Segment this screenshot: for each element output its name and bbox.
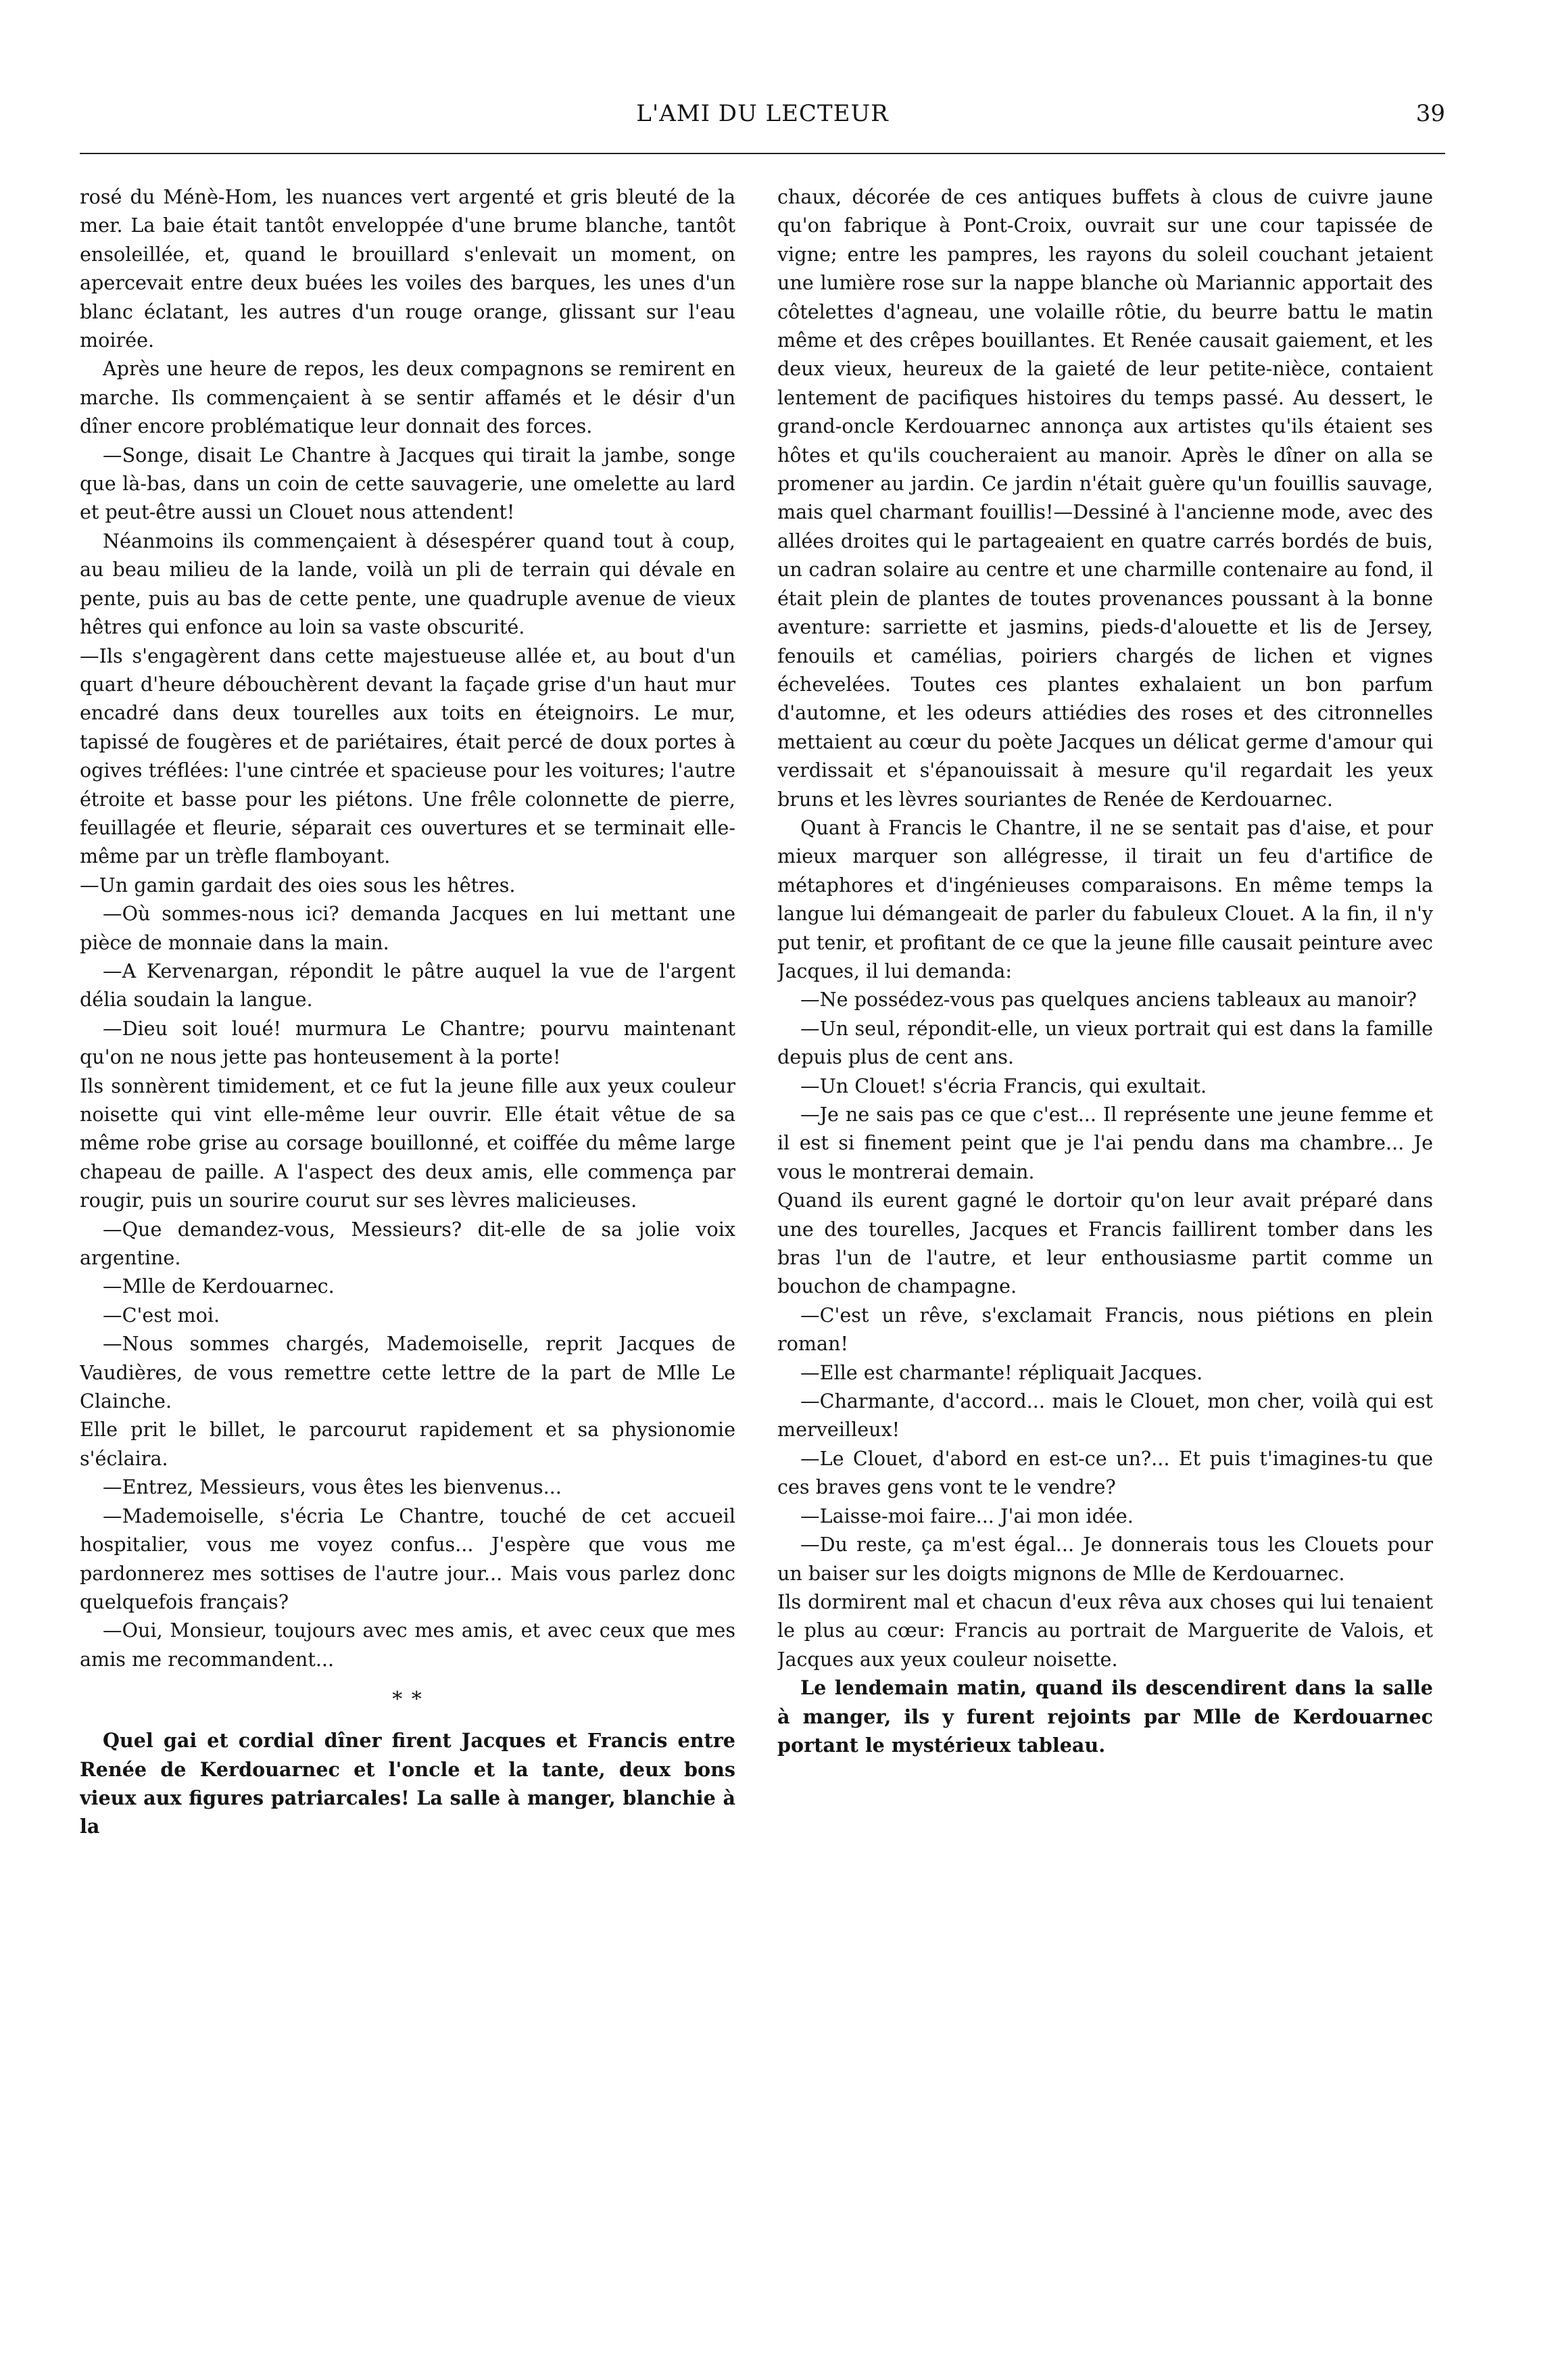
paragraph: —Un gamin gardait des oies sous les hêtres. [80, 873, 516, 897]
paragraph: —C'est moi. [103, 1303, 220, 1327]
paragraph: —Songe, disait Le Chantre à Jacques qui tirait la jambe, songe que là-bas, dans un coin de cette sauvagerie, une omelette au lard et peut-être aussi un Clouet nous attendent! [80, 443, 735, 524]
paragraph: Après une heure de repos, les deux compagnons se remirent en marche. Ils commençaient à se sentir affamés et le désir d'un dîner encore problématique leur donnait des forces. [80, 357, 735, 438]
paragraph: Le lendemain matin, quand ils descendirent dans la salle à manger, ils y furent rejoints par Mlle de Kerdouarnec portant le mystérieux tableau. [777, 1676, 1433, 1757]
paragraph: Elle prit le billet, le parcourut rapidement et sa physionomie s'éclaira. [80, 1418, 735, 1470]
paragraph: —Oui, Monsieur, toujours avec mes amis, et avec ceux que mes amis me recommandent... [80, 1619, 735, 1671]
paragraph: Néanmoins ils commençaient à désespérer quand tout à coup, au beau milieu de la lande, voilà un pli de terrain qui dévale en pente, puis au bas de cette pente, une quadruple avenue de vieux hêtres qui enfonce au loin sa vaste obscurité. [80, 529, 735, 639]
paragraph: —C'est un rêve, s'exclamait Francis, nous piétions en plein roman! [777, 1303, 1433, 1356]
header-rule [80, 153, 1445, 154]
paragraph: Ils dormirent mal et chacun d'eux rêva aux choses qui lui tenaient le plus au cœur: Francis au portrait de Marguerite de Valois, et Jacques aux yeux couleur noisette. [777, 1590, 1433, 1671]
paragraph: —Le Clouet, d'abord en est-ce un?... Et puis t'imagines-tu que ces braves gens vont te le vendre? [777, 1446, 1433, 1499]
paragraph: chaux, décorée de ces antiques buffets à clous de cuivre jaune qu'on fabrique à Pont-Croix, ouvrait sur une cour tapissée de vigne; entre les pampres, les rayons du soleil couchant jetaient une lumière rose sur la nappe blanche où Mariannic apportait des côtelettes d'agneau, une volaille rôtie, du beurre battu le matin même et des crêpes bouillantes. Et Renée causait gaiement, et les deux vieux, heureux de la gaieté de leur petite-nièce, contaient lentement de pacifiques histoires du temps passé. Au dessert, le grand-oncle Kerdouarnec annonça aux artistes qu'ils étaient ses hôtes et qu'ils coucheraient au manoir. Après le dîner on alla se promener au jardin. Ce jardin n'était guère qu'un fouillis sauvage, mais quel charmant fouillis!—Dessiné à l'ancienne mode, avec des allées droites qui le partageaient en quatre carrés bordés de buis, un cadran solaire au centre et une charmille contenaire au fond, il était plein de plantes de toutes provenances poussant à la bonne aventure: sarriette et jasmins, pieds-d'alouette et lis de Jersey, fenouils et camélias, poiriers chargés de lichen et vignes échevelées. Toutes ces plantes exhalaient un bon parfum d'automne, et les odeurs attiédies des roses et des citronnelles mettaient au cœur du poète Jacques un délicat germe d'amour qui verdissait et s'épanouissait à mesure qu'il regardait les yeux bruns et les lèvres souriantes de Renée de Kerdouarnec. [777, 185, 1433, 811]
paragraph: Ils sonnèrent timidement, et ce fut la jeune fille aux yeux couleur noisette qui vint elle-même leur ouvrir. Elle était vêtue de sa même robe grise au corsage bouillonné, et coiffée du même large chapeau de paille. A l'aspect des deux amis, elle commença par rougir, puis un sourire courut sur ses lèvres malicieuses. [80, 1074, 735, 1212]
paragraph: Quel gai et cordial dîner firent Jacques et Francis entre Renée de Kerdouarnec et l'oncle et la tante, deux bons vieux aux figures patriarcales! La salle à manger, blanchie à la [80, 1729, 735, 1838]
paragraph: —Dieu soit loué! murmura Le Chantre; pourvu maintenant qu'on ne nous jette pas honteusement à la porte! [80, 1016, 735, 1069]
right-column [777, 183, 1433, 2312]
left-column [80, 183, 735, 2312]
paragraph: —Elle est charmante! répliquait Jacques. [800, 1360, 1203, 1384]
paragraph: —Entrez, Messieurs, vous êtes les bienvenus... [103, 1475, 562, 1499]
page-header [80, 100, 1445, 141]
running-title: L'AMI DU LECTEUR [636, 100, 889, 127]
paragraph: —A Kervenargan, répondit le pâtre auquel la vue de l'argent délia soudain la langue. [80, 959, 735, 1012]
paragraph: —Mlle de Kerdouarnec. [103, 1275, 335, 1298]
paragraph: Quant à Francis le Chantre, il ne se sentait pas d'aise, et pour mieux marquer son allégresse, il tirait un feu d'artifice de métaphores et d'ingénieuses comparaisons. En même temps la langue lui démangeait de parler du fabuleux Clouet. A la fin, il n'y put tenir, et profitant de ce que la jeune fille causait peinture avec Jacques, il lui demanda: [777, 815, 1433, 982]
section-ornament: * * [392, 1688, 423, 1712]
paragraph: —Du reste, ça m'est égal... Je donnerais tous les Clouets pour un baiser sur les doigts mignons de Mlle de Kerdouarnec. [777, 1533, 1433, 1585]
paragraph: —Nous sommes chargés, Mademoiselle, reprit Jacques de Vaudières, de vous remettre cette lettre de la part de Mlle Le Clainche. [80, 1332, 735, 1413]
paragraph: —Ils s'engagèrent dans cette majestueuse allée et, au bout d'un quart d'heure débouchèrent devant la façade grise d'un haut mur encadré dans deux tourelles aux toits en éteignoirs. Le mur, tapissé de fougères et de pariétaires, était percé de doux portes à ogives tréflées: l'une cintrée et spacieuse pour les voitures; l'autre étroite et basse pour les piétons. Une frêle colonnette de pierre, feuillagée et fleurie, séparait ces ouvertures et se terminait elle-même par un trèfle flamboyant. [80, 644, 735, 868]
paragraph: Quand ils eurent gagné le dortoir qu'on leur avait préparé dans une des tourelles, Jacques et Francis faillirent tomber dans les bras l'un de l'autre, et leur enthousiasme partit comme un bouchon de champagne. [777, 1189, 1433, 1298]
paragraph: —Ne possédez-vous pas quelques anciens tableaux au manoir? [800, 988, 1417, 1012]
paragraph: —Charmante, d'accord... mais le Clouet, mon cher, voilà qui est merveilleux! [777, 1389, 1433, 1442]
paragraph: —Que demandez-vous, Messieurs? dit-elle de sa jolie voix argentine. [80, 1217, 735, 1270]
page-number: 39 [1415, 100, 1445, 127]
paragraph: —Un Clouet! s'écria Francis, qui exultait. [800, 1074, 1207, 1097]
paragraph: rosé du Ménè-Hom, les nuances vert argenté et gris bleuté de la mer. La baie était tantôt enveloppée d'une brume blanche, tantôt ensoleillée, et, quand le brouillard s'enlevait un moment, on apercevait entre deux buées les voiles des barques, les unes d'un blanc éclatant, les autres d'un rouge orange, glissant sur l'eau moirée. [80, 185, 735, 352]
paragraph: —Mademoiselle, s'écria Le Chantre, touché de cet accueil hospitalier, vous me voyez confus... J'espère que vous me pardonnerez mes sottises de l'autre jour... Mais vous parlez donc quelquefois français? [80, 1504, 735, 1613]
paragraph: —Laisse-moi faire... J'ai mon idée. [800, 1504, 1134, 1527]
paragraph: —Un seul, répondit-elle, un vieux portrait qui est dans la famille depuis plus de cent ans. [777, 1016, 1433, 1069]
paragraph: —Je ne sais pas ce que c'est... Il représente une jeune femme et il est si finement peint que je l'ai pendu dans ma chambre... Je vous le montrerai demain. [777, 1103, 1433, 1183]
paragraph: —Où sommes-nous ici? demanda Jacques en lui mettant une pièce de monnaie dans la main. [80, 902, 735, 954]
